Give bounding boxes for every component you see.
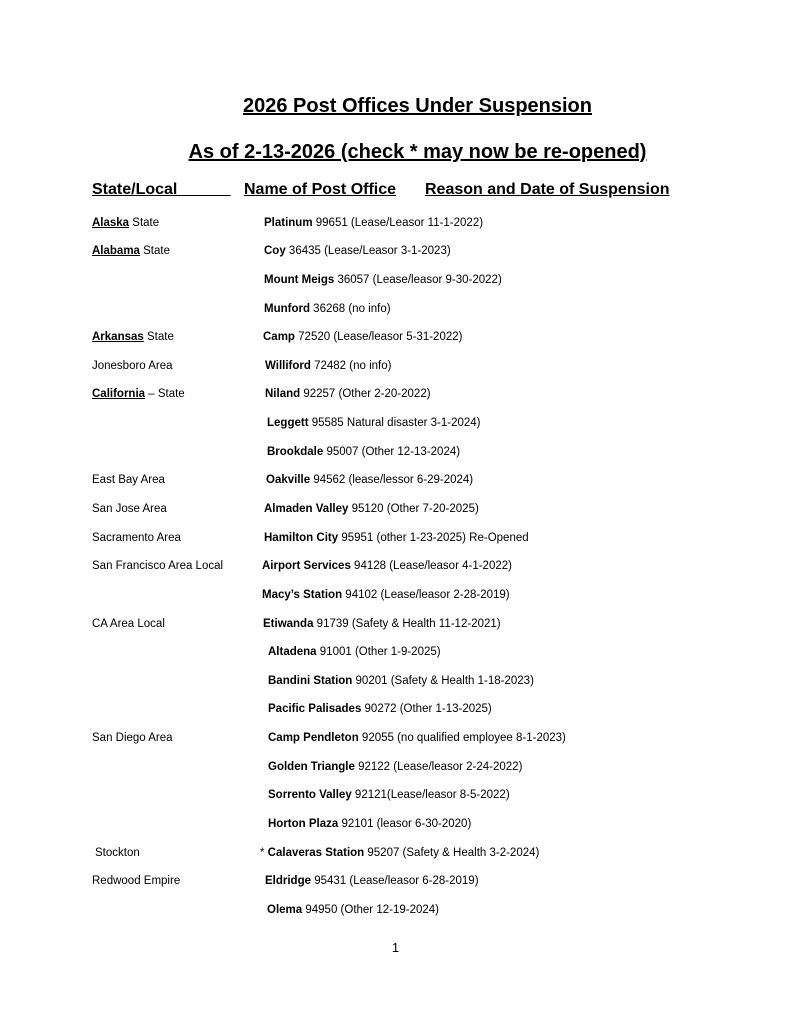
list-item bbox=[0, 900, 791, 920]
row-state-local: Redwood Empire bbox=[92, 875, 181, 887]
row-state-local: Sacramento Area bbox=[92, 532, 181, 544]
document-title: 2026 Post Offices Under Suspension bbox=[243, 95, 592, 117]
row-post-office: Airport Services 94128 (Lease/leasor 4-1-2022) bbox=[262, 560, 512, 572]
list-item bbox=[0, 699, 791, 719]
page-number: 1 bbox=[391, 940, 400, 955]
row-post-office: Eldridge 95431 (Lease/leasor 6-28-2019) bbox=[265, 875, 479, 887]
row-post-office: Altadena 91001 (Other 1-9-2025) bbox=[268, 646, 441, 658]
row-post-office: Platinum 99651 (Lease/Leasor 11-1-2022) bbox=[264, 217, 484, 229]
list-item bbox=[0, 356, 791, 376]
row-post-office: Niland 92257 (Other 2-20-2022) bbox=[265, 388, 431, 400]
list-item bbox=[0, 556, 791, 576]
row-state-local: San Francisco Area Local bbox=[92, 560, 224, 572]
row-state-local: East Bay Area bbox=[92, 474, 165, 486]
row-post-office: Brookdale 95007 (Other 12-13-2024) bbox=[267, 446, 461, 458]
header-state-local: State/Local bbox=[92, 181, 178, 198]
row-post-office: Hamilton City 95951 (other 1-23-2025) Re-Opened bbox=[264, 532, 529, 544]
row-post-office: Mount Meigs 36057 (Lease/leasor 9-30-2022) bbox=[264, 274, 502, 286]
list-item bbox=[0, 470, 791, 490]
row-state-local: Alabama State bbox=[92, 245, 170, 257]
row-post-office: Camp Pendleton 92055 (no qualified employee 8-1-2023) bbox=[268, 732, 566, 744]
row-post-office: Leggett 95585 Natural disaster 3-1-2024) bbox=[267, 417, 481, 429]
row-state-local: Arkansas State bbox=[92, 331, 174, 343]
list-item bbox=[0, 785, 791, 805]
row-post-office: Almaden Valley 95120 (Other 7-20-2025) bbox=[264, 503, 479, 515]
row-post-office: Bandini Station 90201 (Safety & Health 1-18-2023) bbox=[268, 675, 534, 687]
list-item bbox=[0, 327, 791, 347]
list-item bbox=[0, 871, 791, 891]
list-item bbox=[0, 270, 791, 290]
row-post-office: Sorrento Valley 92121(Lease/leasor 8-5-2022) bbox=[268, 789, 510, 801]
list-item bbox=[0, 413, 791, 433]
list-item bbox=[0, 442, 791, 462]
row-state-local: Alaska State bbox=[92, 217, 160, 229]
row-post-office: Williford 72482 (no info) bbox=[265, 360, 392, 372]
list-item bbox=[0, 642, 791, 662]
list-item bbox=[0, 299, 791, 319]
row-state-local: CA Area Local bbox=[92, 618, 165, 630]
row-post-office: Horton Plaza 92101 (leasor 6-30-2020) bbox=[268, 818, 472, 830]
row-post-office: Munford 36268 (no info) bbox=[264, 303, 391, 315]
row-post-office: Olema 94950 (Other 12-19-2024) bbox=[267, 904, 439, 916]
header-reason: Reason and Date of Suspension bbox=[425, 181, 670, 198]
row-state-local: Jonesboro Area bbox=[92, 360, 173, 372]
row-state-local: Stockton bbox=[95, 847, 140, 859]
list-item bbox=[0, 843, 791, 863]
row-state-local: California – State bbox=[92, 388, 185, 400]
list-item bbox=[0, 499, 791, 519]
list-item bbox=[0, 585, 791, 605]
list-item bbox=[0, 728, 791, 748]
list-item bbox=[0, 814, 791, 834]
header-post-office: Name of Post Office bbox=[244, 181, 397, 198]
list-item bbox=[0, 757, 791, 777]
row-post-office: Golden Triangle 92122 (Lease/leasor 2-24-2022) bbox=[268, 761, 523, 773]
list-item bbox=[0, 213, 791, 233]
list-item bbox=[0, 614, 791, 634]
row-state-local: San Jose Area bbox=[92, 503, 167, 515]
row-post-office: * Calaveras Station 95207 (Safety & Health 3-2-2024) bbox=[260, 847, 540, 859]
row-post-office: Macy’s Station 94102 (Lease/leasor 2-28-2019) bbox=[262, 589, 510, 601]
row-post-office: Etiwanda 91739 (Safety & Health 11-12-2021) bbox=[263, 618, 501, 630]
list-item bbox=[0, 241, 791, 261]
list-item bbox=[0, 528, 791, 548]
row-post-office: Pacific Palisades 90272 (Other 1-13-2025) bbox=[268, 703, 492, 715]
row-post-office: Coy 36435 (Lease/Leasor 3-1-2023) bbox=[264, 245, 451, 257]
list-item bbox=[0, 384, 791, 404]
row-post-office: Oakville 94562 (lease/lessor 6-29-2024) bbox=[266, 474, 474, 486]
row-post-office: Camp 72520 (Lease/leasor 5-31-2022) bbox=[263, 331, 463, 343]
row-state-local: San Diego Area bbox=[92, 732, 173, 744]
document-subtitle: As of 2-13-2026 (check * may now be re-opened) bbox=[188, 141, 647, 163]
list-item bbox=[0, 671, 791, 691]
